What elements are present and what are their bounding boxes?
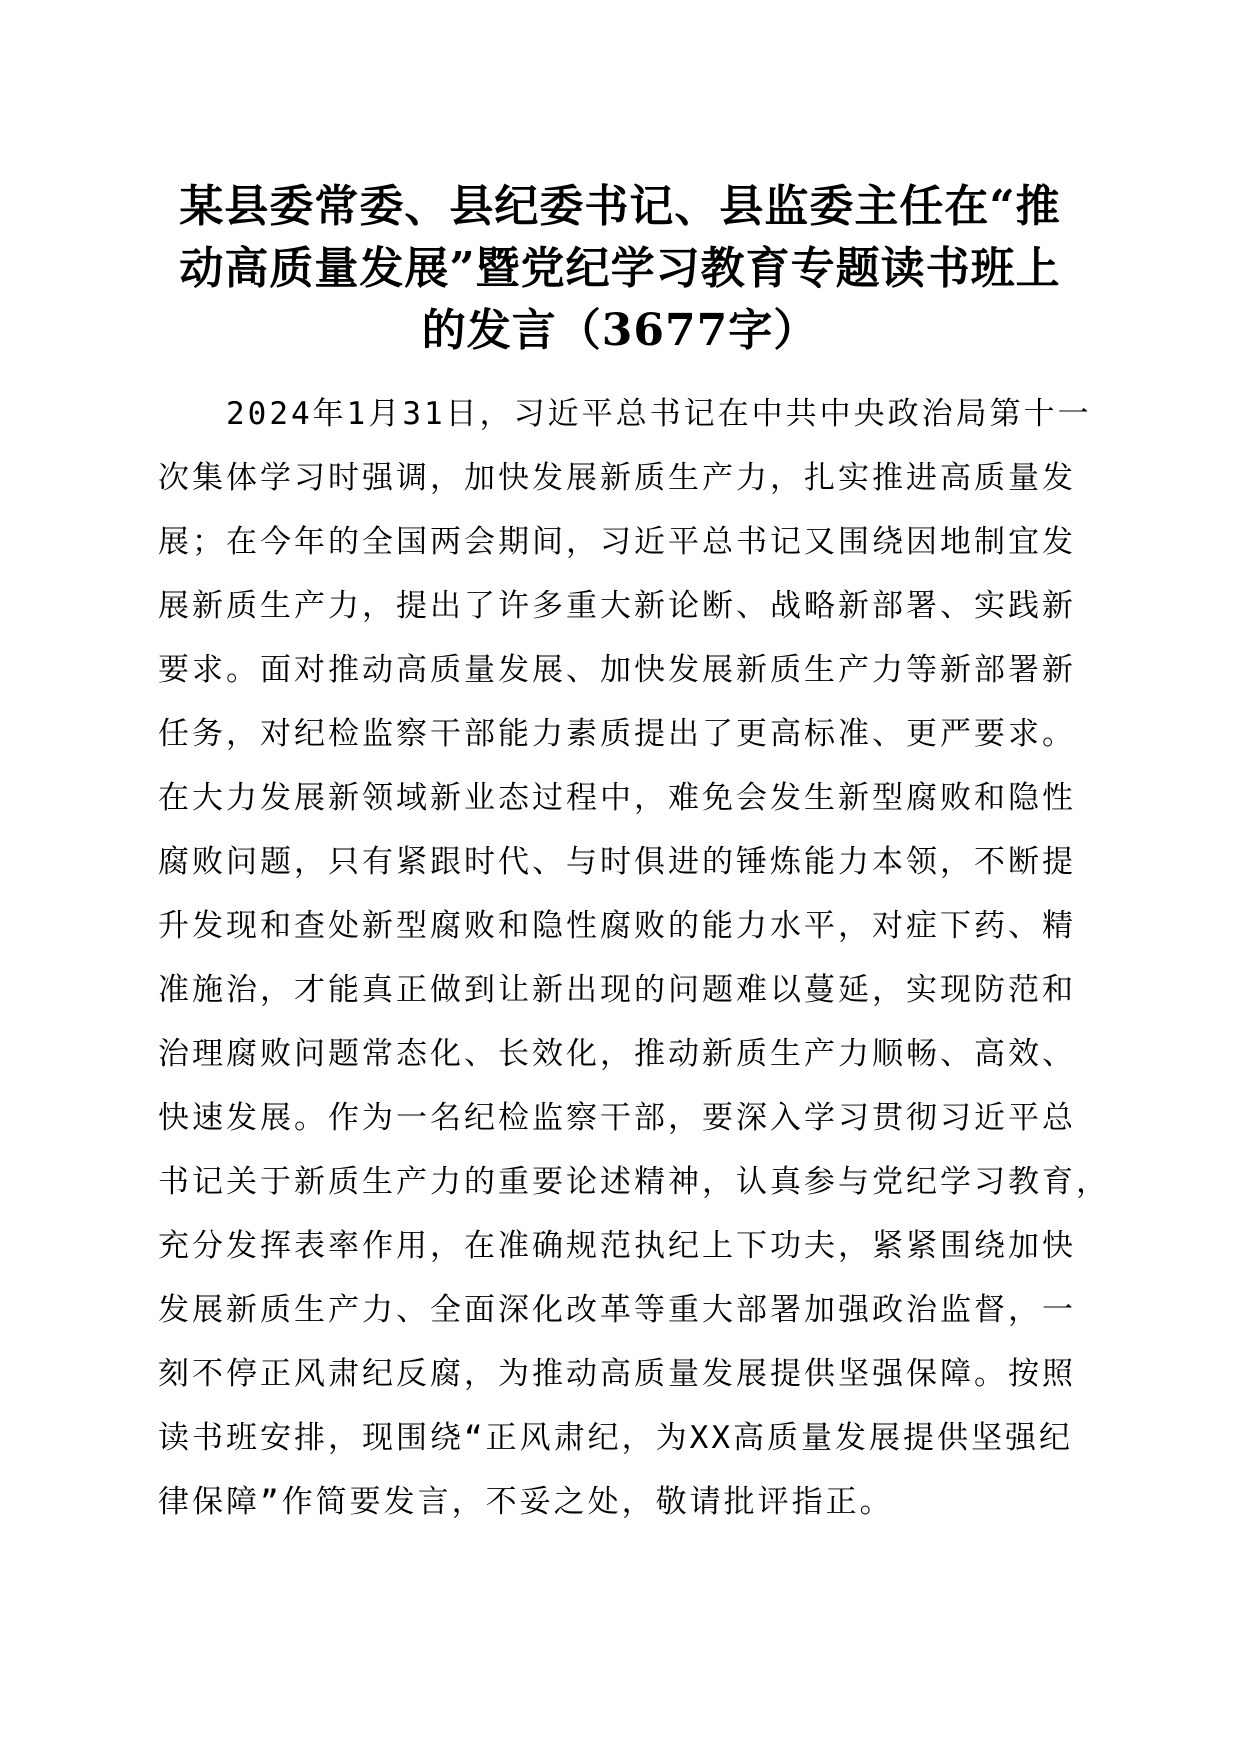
title-line: 动高质量发展”暨党纪学习教育专题读书班上 [179,243,1061,294]
body-line: 律保障”作简要发言，不妥之处，敬请批评指正。 [158,1484,894,1520]
body-line: 书记关于新质生产力的重要论述精神，认真参与党纪学习教育， [158,1164,1110,1200]
body-line: 充分发挥表率作用，在准确规范执纪上下功夫，紧紧围绕加快 [158,1228,1076,1264]
title-line: 的发言（3677字） [421,305,819,356]
body-line: 2024年1月31日，习近平总书记在中共中央政治局第十一 [158,396,1092,432]
body-line: 腐败问题，只有紧跟时代、与时俱进的锤炼能力本领，不断提 [158,844,1076,880]
body-paragraph [158,382,1110,1534]
body-line: 准施治，才能真正做到让新出现的问题难以蔓延，实现防范和 [158,972,1076,1008]
body-line: 次集体学习时强调，加快发展新质生产力，扎实推进高质量发 [158,460,1076,496]
body-line: 快速发展。作为一名纪检监察干部，要深入学习贯彻习近平总 [158,1100,1076,1136]
body-line: 展；在今年的全国两会期间，习近平总书记又围绕因地制宜发 [158,524,1076,560]
body-line: 读书班安排，现围绕“正风肃纪，为XX高质量发展提供坚强纪 [158,1420,1073,1456]
document-title [150,176,1090,362]
body-line: 升发现和查处新型腐败和隐性腐败的能力水平，对症下药、精 [158,908,1076,944]
body-line: 在大力发展新领域新业态过程中，难免会发生新型腐败和隐性 [158,780,1076,816]
title-line: 某县委常委、县纪委书记、县监委主任在“推 [179,181,1061,232]
body-line: 要求。面对推动高质量发展、加快发展新质生产力等新部署新 [158,652,1076,688]
body-line: 发展新质生产力、全面深化改革等重大部署加强政治监督，一 [158,1292,1076,1328]
body-line: 刻不停正风肃纪反腐，为推动高质量发展提供坚强保障。按照 [158,1356,1076,1392]
body-line: 展新质生产力，提出了许多重大新论断、战略新部署、实践新 [158,588,1076,624]
body-line: 治理腐败问题常态化、长效化，推动新质生产力顺畅、高效、 [158,1036,1076,1072]
body-line: 任务，对纪检监察干部能力素质提出了更高标准、更严要求。 [158,716,1076,752]
